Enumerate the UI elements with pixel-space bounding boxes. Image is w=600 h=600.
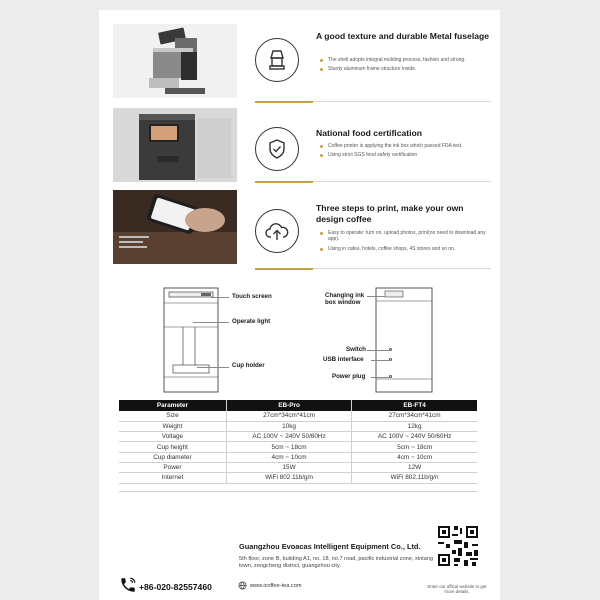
usb-marker: [389, 358, 392, 361]
table-cell: Internet: [119, 473, 226, 483]
power-plug-marker: [389, 375, 392, 378]
leader-line-operate-light: [193, 322, 229, 323]
list-item: The shell adopts integral molding process, fashion and strong.: [316, 57, 491, 63]
column-header: Parameter: [119, 400, 226, 411]
spec-table: [119, 400, 477, 484]
company-name: Guangzhou Evoacas Intelligent Equipment Co., Ltd.: [239, 542, 421, 551]
label-usb-interface: USB interface: [323, 356, 364, 363]
brochure-page: [99, 10, 500, 600]
list-item: Easy to operate: turn on, upload photos, print(no need to download any app).: [316, 230, 491, 243]
column-header: EB-Pro: [226, 400, 351, 411]
globe-icon: [238, 581, 247, 590]
phone-icon: [119, 576, 137, 594]
website-link[interactable]: www.icoffee-tea.com: [250, 583, 302, 589]
label-switch: Switch: [346, 346, 366, 353]
list-item: Coffee printer is applying the ink box which passed FDA test.: [316, 143, 491, 149]
feature-bullets-3: [316, 230, 491, 255]
phone-number: +86-020-82557460: [139, 582, 212, 592]
table-cell: 12W: [352, 462, 477, 472]
label-operate-light: Operate light: [232, 318, 271, 325]
table-cell: 27cm*34cm*41cm: [226, 411, 351, 421]
table-bottom-rule: [119, 491, 477, 492]
label-ink-box-window: Changing ink box window: [325, 292, 365, 307]
feature-divider-1: [255, 101, 491, 102]
label-cup-holder: Cup holder: [232, 362, 265, 369]
phone-app-photo: [113, 190, 237, 264]
table-row: [119, 411, 477, 421]
certification-photo: [113, 108, 237, 182]
table-row: [119, 442, 477, 452]
feature-title-2: National food certification: [316, 128, 422, 138]
leader-line-cup-holder: [197, 367, 229, 368]
leader-line-switch: [367, 350, 389, 351]
table-row: [119, 432, 477, 442]
feature-divider-2: [255, 181, 491, 182]
switch-marker: [389, 348, 392, 351]
feature-divider-3: [255, 268, 491, 269]
table-cell: WiFi 802.11b/g/n: [226, 473, 351, 483]
feature-bullets-1: [316, 57, 491, 76]
list-item: Using in cafes, hotels, coffee shops, 4S stores and so on.: [316, 246, 491, 252]
cloud-upload-icon: [255, 209, 299, 253]
feature-title-1: A good texture and durable Metal fuselage: [316, 31, 490, 41]
printer-icon: [255, 38, 299, 82]
leader-line-touch-screen: [211, 297, 229, 298]
table-cell: 4cm ~ 10cm: [352, 452, 477, 462]
list-item: Sturdy aluminum frame structure inside.: [316, 66, 491, 72]
feature-title-3: Three steps to print, make your own design coffee: [316, 203, 464, 224]
table-cell: 15W: [226, 462, 351, 472]
table-cell: 4cm ~ 10cm: [226, 452, 351, 462]
table-cell: WiFi 802.11b/g/n: [352, 473, 477, 483]
label-touch-screen: Touch screen: [232, 293, 272, 300]
table-cell: 5cm ~ 18cm: [352, 442, 477, 452]
qr-code: [436, 524, 480, 568]
table-cell: Cup height: [119, 442, 226, 452]
leader-line-ink-box: [367, 296, 385, 297]
table-row: [119, 473, 477, 483]
table-row: [119, 462, 477, 472]
table-cell: Weight: [119, 421, 226, 431]
table-cell: 10kg: [226, 421, 351, 431]
table-cell: AC 100V ~ 240V 50/60Hz: [226, 432, 351, 442]
table-header-row: [119, 400, 477, 411]
column-header: EB-FT4: [352, 400, 477, 411]
table-row: [119, 452, 477, 462]
shield-check-icon: [255, 127, 299, 171]
table-cell: 5cm ~ 18cm: [226, 442, 351, 452]
table-cell: 12kg: [352, 421, 477, 431]
table-cell: Voltage: [119, 432, 226, 442]
front-view-diagram: [163, 287, 219, 393]
table-cell: Size: [119, 411, 226, 421]
company-address: 5th floor, zone B, building A1, no. 18, no.7 road, pacific industrial zone, xintang town, zengcheng district, guangzhou city.: [239, 556, 434, 570]
metal-fuselage-photo: [113, 24, 237, 98]
table-cell: Cup diameter: [119, 452, 226, 462]
label-power-plug: Power plug: [332, 373, 366, 380]
leader-line-usb: [371, 360, 389, 361]
qr-caption: Enter our offical website to get more details.: [427, 584, 487, 595]
table-cell: Power: [119, 462, 226, 472]
leader-line-power: [371, 377, 389, 378]
table-cell: 27cm*34cm*41cm: [352, 411, 477, 421]
table-row: [119, 421, 477, 431]
table-cell: AC 100V ~ 240V 50/60Hz: [352, 432, 477, 442]
feature-bullets-2: [316, 143, 491, 162]
list-item: Using strict SGS food safety certification: [316, 152, 491, 158]
